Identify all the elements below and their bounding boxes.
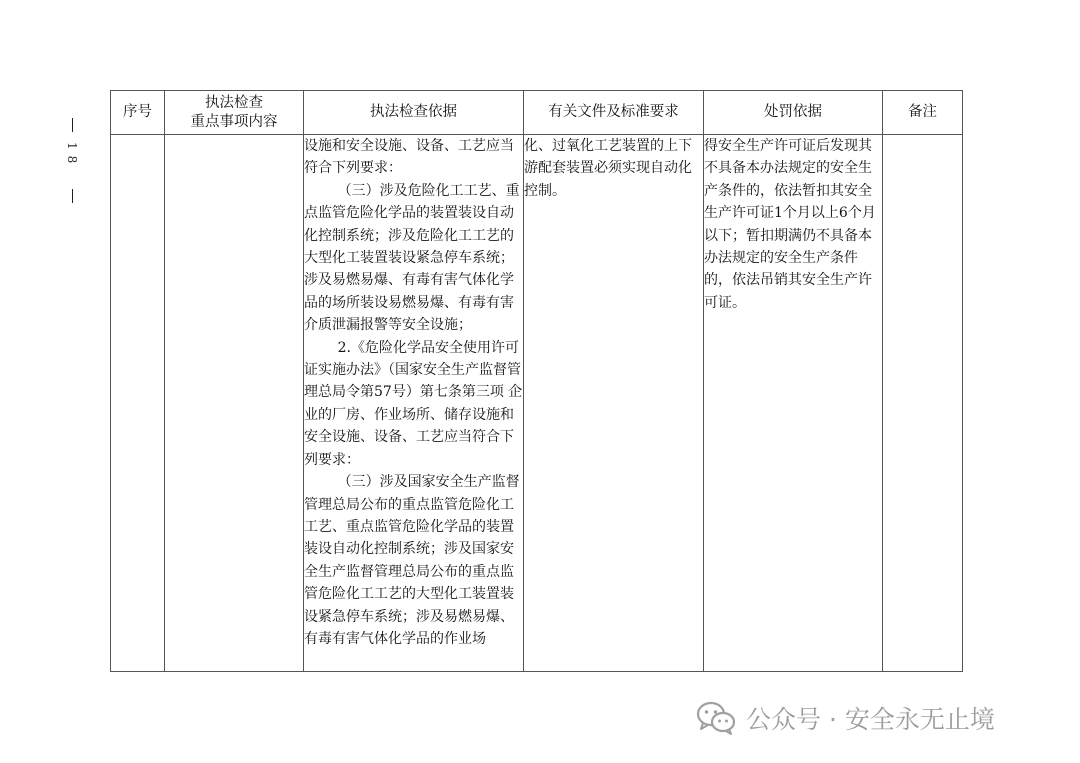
wechat-icon — [696, 701, 736, 735]
page-number-dash-top — [72, 118, 73, 132]
header-serial: 序号 — [111, 91, 165, 135]
documents-text: 化、过氧化工艺装置的上下游配套装置必须实现自动化控制。 — [524, 138, 692, 199]
cell-basis — [304, 135, 524, 672]
table-header-row — [111, 91, 963, 135]
header-basis: 执法检查依据 — [304, 91, 524, 135]
header-penalty-basis: 处罚依据 — [704, 91, 883, 135]
page-number-value: 18 — [65, 142, 79, 170]
basis-paragraph: （三）涉及国家安全生产监督管理总局公布的重点监管危险化工工艺、重点监管危险化学品的装置装设自动化控制系统；涉及国家安全生产监督管理总局公布的重点监管危险化工工艺的大型化工装置装设紧急停车系统；涉及易燃易爆、有毒有害气体化学品的作业场 — [304, 474, 520, 647]
page-number — [60, 118, 84, 203]
header-key-items — [165, 91, 304, 135]
basis-paragraph: 2.《危险化学品安全使用许可证实施办法》（国家安全生产监督管理总局令第57号）第七条第三项 企业的厂房、作业场所、储存设施和安全设施、设备、工艺应当符合下列要求： — [304, 339, 523, 468]
table-row — [111, 135, 963, 672]
cell-documents — [524, 135, 704, 672]
enforcement-inspection-table — [110, 90, 963, 672]
header-key-items-line2: 重点事项内容 — [190, 113, 278, 130]
header-remarks: 备注 — [883, 91, 963, 135]
watermark-text: 公众号 · 安全永无止境 — [746, 705, 995, 734]
page-number-dash-bottom — [72, 189, 73, 203]
header-documents: 有关文件及标准要求 — [524, 91, 704, 135]
cell-key-items — [165, 135, 304, 672]
watermark — [696, 700, 995, 736]
cell-remarks — [883, 135, 963, 672]
basis-paragraph: （三）涉及危险化工工艺、重点监管危险化学品的装置装设自动化控制系统；涉及危险化工工艺的大型化工装置装设紧急停车系统；涉及易燃易爆、有毒有害气体化学品的场所装设易燃易爆、有毒有害介质泄漏报警等安全设施； — [304, 182, 520, 334]
basis-paragraph: 设施和安全设施、设备、工艺应当符合下列要求： — [304, 138, 514, 177]
header-key-items-line1: 执法检查 — [205, 94, 263, 111]
cell-serial — [111, 135, 165, 672]
penalty-basis-text: 得安全生产许可证后发现其不具备本办法规定的安全生产条件的，依法暂扣其安全生产许可证1个月以上6个月以下；暂扣期满仍不具备本办法规定的安全生产条件的，依法吊销其安全生产许可证。 — [704, 138, 876, 311]
cell-penalty-basis — [704, 135, 883, 672]
